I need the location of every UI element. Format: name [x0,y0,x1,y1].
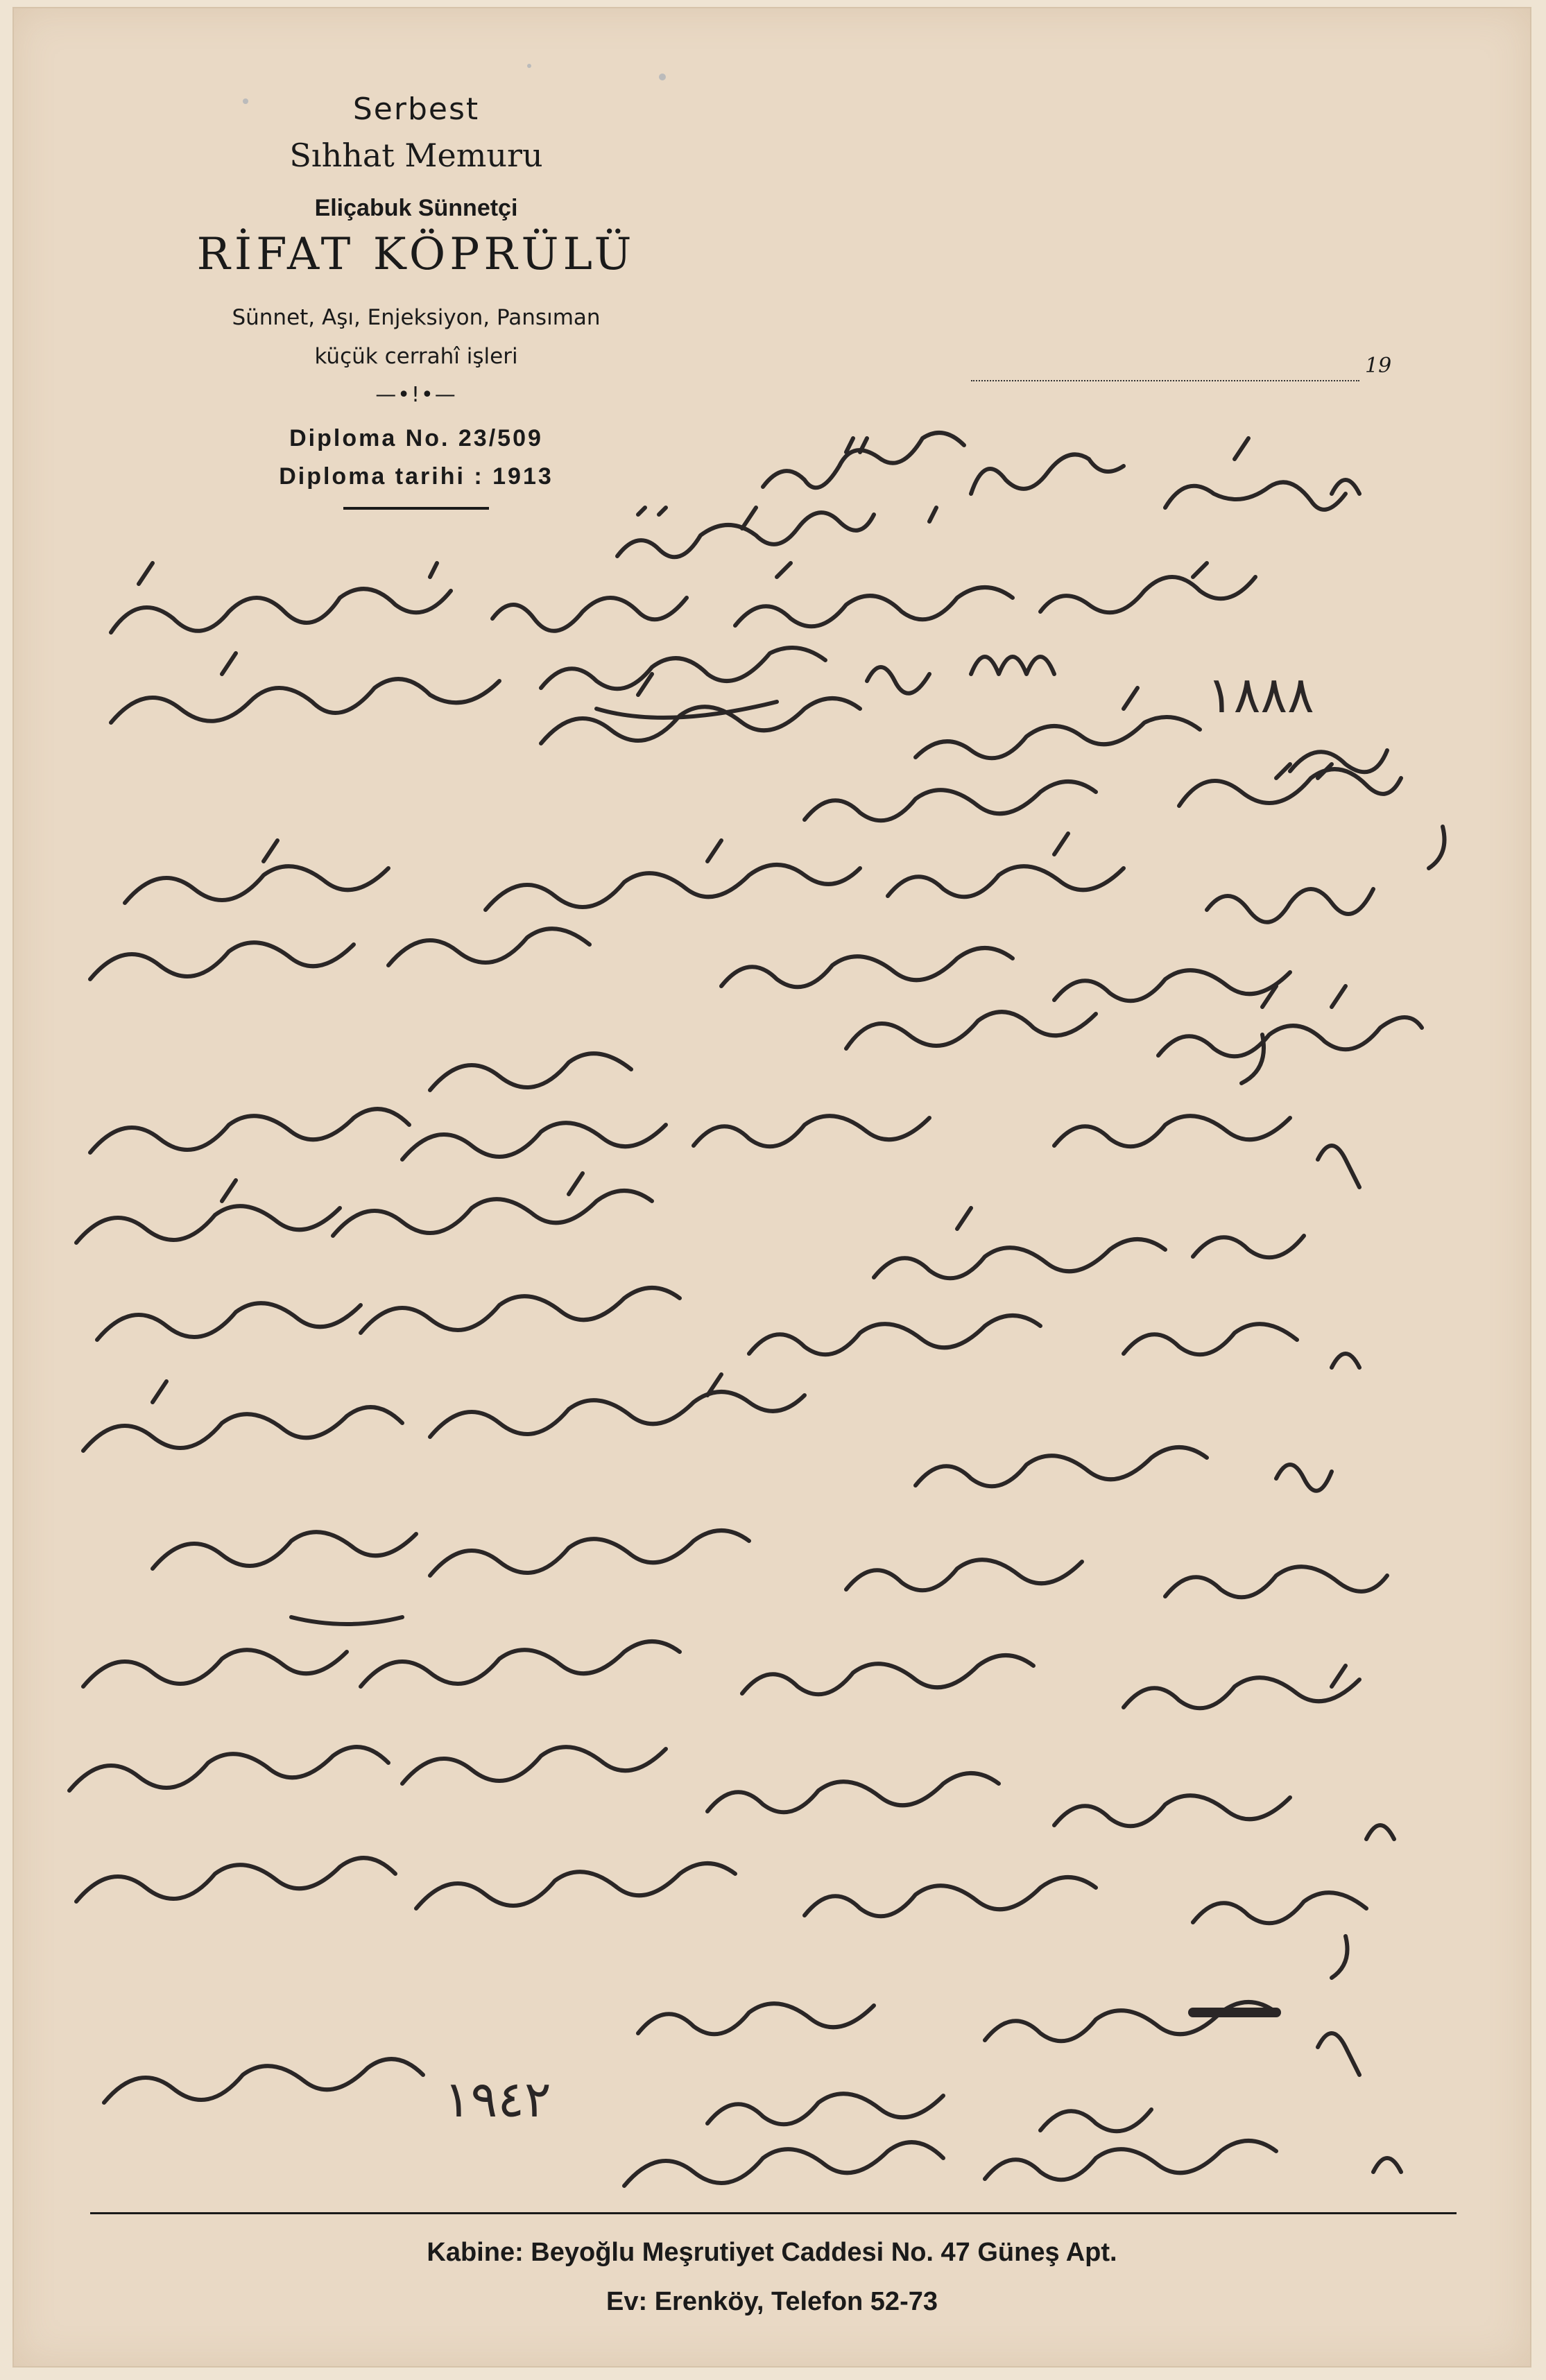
footer-office-address: Kabine: Beyoğlu Meşrutiyet Caddesi No. 47 Güneş Apt. [427,2238,1117,2267]
footer-rule [90,2212,1457,2214]
handwriting-line-15 [83,1641,1359,1708]
handwriting-line-3 [111,563,1255,632]
footer [14,2238,1530,2317]
handwritten-year-1888: ١٨٨٨ [1207,666,1314,724]
handwriting-line-7 [125,834,1373,922]
handwriting-line-6 [805,764,1445,868]
handwritten-year-1942: ١٩٤٢ [444,2070,551,2128]
handwriting-line-17 [76,1858,1366,1978]
handwriting-line-12 [97,1288,1359,1368]
handwriting-line-16 [69,1747,1394,1839]
handwriting-line-9 [430,986,1422,1090]
paper-speck [527,64,531,68]
letterhead-services-2: küçük cerrahî işleri [314,344,518,369]
letterhead-title: Serbest [352,92,480,127]
handwritten-text [14,8,1530,2214]
letterhead-profession: Eliçabuk Sünnetçi [314,195,518,221]
paper-speck [659,74,666,80]
handwriting-line-14 [153,1530,1387,1624]
handwriting-line-19 [104,2059,1151,2131]
ornament-divider: —•!•— [375,383,457,407]
handwriting-line-13 [83,1374,1332,1491]
letterhead-subtitle: Sıhhat Memuru [289,137,543,174]
handwriting-line-10 [90,1109,1359,1187]
handwriting-line-4 [541,648,1054,718]
handwriting-line-18 [638,2002,1359,2075]
diploma-date: Diploma tarihi : 1913 [279,463,553,490]
paper-speck [243,98,248,104]
date-year-prefix: 19 [1365,354,1392,378]
handwriting-line-8 [90,929,1290,1083]
handwriting-line-1 [763,433,1359,510]
letterhead-services: Sünnet, Aşı, Enjeksiyon, Pansıman [232,305,601,330]
handwriting-line-20 [624,2141,1401,2186]
handwriting-line-2 [617,508,936,557]
letterhead-name: RİFAT KÖPRÜLÜ [196,229,636,280]
handwriting-line-11 [76,1173,1304,1278]
diploma-number: Diploma No. 23/509 [289,425,543,451]
footer-home-address: Ev: Erenköy, Telefon 52-73 [606,2287,938,2316]
letter-paper [12,7,1531,2368]
